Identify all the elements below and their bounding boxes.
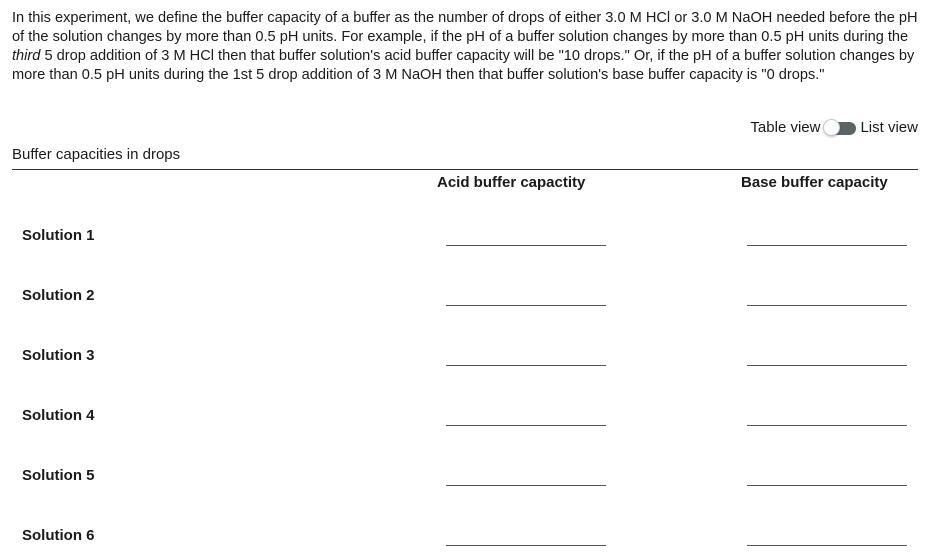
- row-label-solution-6: Solution 6: [22, 527, 95, 544]
- row-label-solution-3: Solution 3: [22, 347, 95, 364]
- list-view-label[interactable]: List view: [860, 119, 918, 136]
- table-caption: Buffer capacities in drops: [12, 146, 181, 163]
- row-label-solution-5: Solution 5: [22, 467, 95, 484]
- base-capacity-input-solution-5[interactable]: [747, 461, 907, 486]
- view-toggle-switch[interactable]: [823, 120, 857, 136]
- acid-capacity-input-solution-6[interactable]: [446, 521, 606, 546]
- row-label-solution-4: Solution 4: [22, 407, 95, 424]
- base-capacity-input-solution-2[interactable]: [747, 281, 907, 306]
- table-divider: [12, 169, 918, 170]
- acid-capacity-input-solution-5[interactable]: [446, 461, 606, 486]
- base-capacity-input-solution-1[interactable]: [747, 221, 907, 246]
- acid-capacity-input-solution-2[interactable]: [446, 281, 606, 306]
- toggle-knob: [823, 119, 840, 136]
- row-label-solution-1: Solution 1: [22, 227, 95, 244]
- table-view-label[interactable]: Table view: [750, 119, 821, 136]
- view-toggle: [750, 119, 918, 136]
- acid-capacity-input-solution-4[interactable]: [446, 401, 606, 426]
- instructions-text-part2: 5 drop addition of 3 M HCl then that buffer solution's acid buffer capacity will be "10 drops." Or, if the pH of a buffer solution changes by more than 0.5 pH units during the 1st 5 drop addition of 3 M NaOH then that buffer solution's base buffer capacity is "0 drops.": [12, 48, 915, 83]
- instructions-emphasis: third: [12, 48, 41, 64]
- base-capacity-input-solution-3[interactable]: [747, 341, 907, 366]
- base-capacity-header: Base buffer capacity: [741, 174, 888, 191]
- acid-capacity-header: Acid buffer capactity: [437, 174, 586, 191]
- acid-capacity-input-solution-3[interactable]: [446, 341, 606, 366]
- instructions-text-part1: In this experiment, we define the buffer capacity of a buffer as the number of drops of either 3.0 M HCl or 3.0 M NaOH needed before the pH of the solution changes by more than 0.5 pH units. For example, if the pH of a buffer solution changes by more than 0.5 pH units during the: [12, 10, 918, 45]
- instructions-paragraph: [12, 9, 924, 85]
- base-capacity-input-solution-4[interactable]: [747, 401, 907, 426]
- acid-capacity-input-solution-1[interactable]: [446, 221, 606, 246]
- row-label-solution-2: Solution 2: [22, 287, 95, 304]
- base-capacity-input-solution-6[interactable]: [747, 521, 907, 546]
